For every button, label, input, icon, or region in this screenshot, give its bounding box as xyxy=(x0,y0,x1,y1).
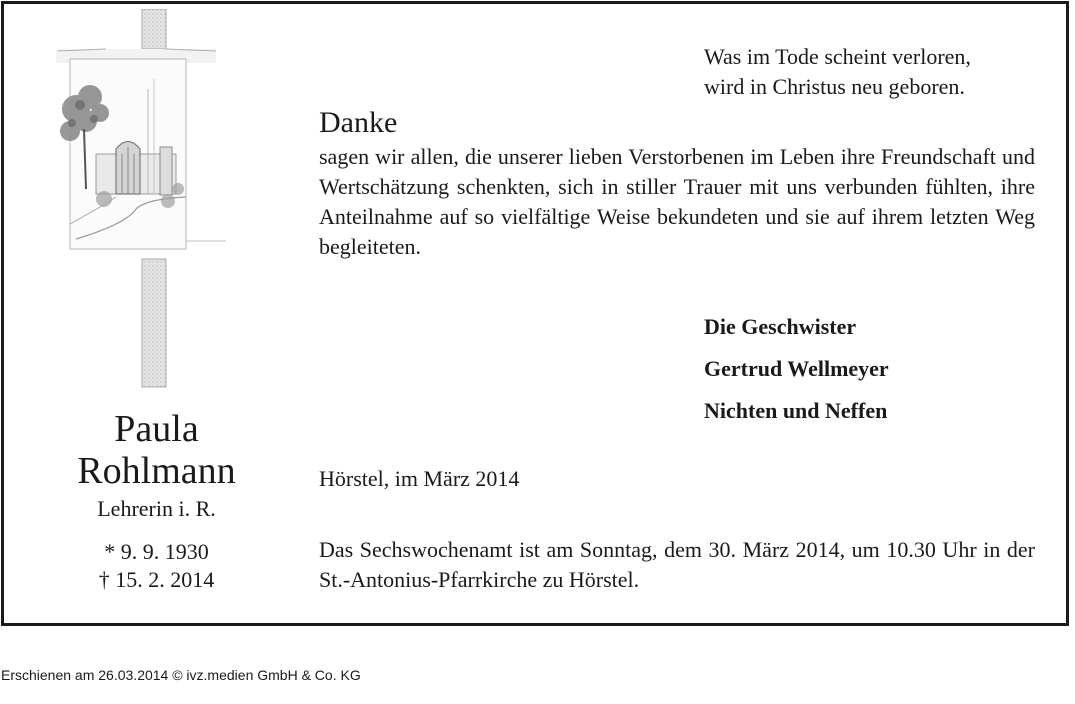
cross-garden-illustration xyxy=(56,9,236,389)
quote-line-1: Was im Tode scheint verloren, xyxy=(704,44,971,69)
deceased-title: Lehrerin i. R. xyxy=(97,496,216,521)
publication-footer: Erschienen am 26.03.2014 © ivz.medien GmbH & Co. KG xyxy=(1,667,361,683)
service-notice: Das Sechswochenamt ist am Sonntag, dem 30. März 2014, um 10.30 Uhr in der St.-Antonius-Pfarrkirche zu Hörstel. xyxy=(319,537,1035,592)
signer-siblings: Die Geschwister xyxy=(704,314,857,339)
birth-date: * 9. 9. 1930 xyxy=(104,539,209,564)
death-date: † 15. 2. 2014 xyxy=(98,567,215,592)
thanks-text: sagen wir allen, die unserer lieben Verstorbenen im Leben ihre Freundschaft und Wertschätzung schenkten, sich in stiller Trauer mit uns verbunden fühlten, ihre Anteilnahme auf so vielfältige Weise bekundeten und sie auf ihrem letzten Weg begleiteten. xyxy=(319,144,1035,259)
quote xyxy=(704,42,971,102)
signer-gertrud: Gertrud Wellmeyer xyxy=(704,356,889,381)
signers-list xyxy=(704,313,889,439)
place-date: Hörstel, im März 2014 xyxy=(319,466,520,491)
signer-nieces-nephews: Nichten und Neffen xyxy=(704,398,888,423)
deceased-first-name: Paula xyxy=(114,408,199,450)
obituary-frame xyxy=(1,1,1069,626)
deceased-last-name: Rohlmann xyxy=(77,450,236,492)
quote-line-2: wird in Christus neu geboren. xyxy=(704,74,965,99)
thanks-heading: Danke xyxy=(319,106,398,139)
